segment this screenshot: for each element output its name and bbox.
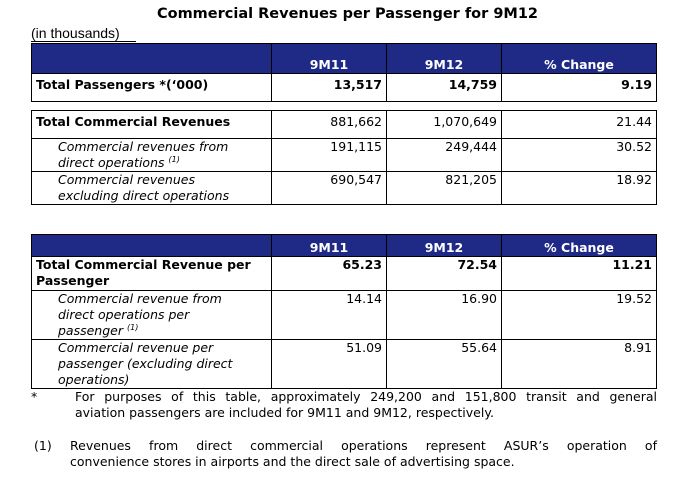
commercial-revenues-table (31, 43, 657, 205)
footnote-one-marker: (1) (34, 438, 52, 453)
header-9m12: 9M12 (387, 235, 502, 257)
units-subtitle: (in thousands) (31, 25, 120, 41)
row-label: Total Passengers *(‘000) (32, 74, 272, 102)
table-header-row (32, 44, 657, 74)
row-label-line: Commercial revenue from (58, 291, 222, 306)
cell-pct-change: 19.52 (502, 291, 657, 340)
row-label (32, 139, 272, 172)
cell-9m11: 881,662 (272, 111, 387, 139)
row-label (32, 291, 272, 340)
row-label-line: passenger (excluding direct (58, 356, 233, 371)
cell-9m12: 16.90 (387, 291, 502, 340)
table-row (32, 111, 657, 139)
footnote-star-line: aviation passengers are included for 9M11 and 9M12, respectively. (75, 405, 494, 420)
row-label: Total Commercial Revenues (32, 111, 272, 139)
cell-9m11: 51.09 (272, 340, 387, 389)
cell-pct-change: 30.52 (502, 139, 657, 172)
row-label-line: Commercial revenue per (58, 340, 214, 355)
row-label-line: Commercial revenues (58, 172, 195, 187)
cell-9m11: 14.14 (272, 291, 387, 340)
table-row (32, 291, 657, 340)
row-label-line: operations) (58, 372, 130, 387)
row-label-line: Total Commercial Revenue per (36, 257, 251, 272)
row-label (32, 172, 272, 205)
header-blank (32, 44, 272, 74)
cell-pct-change: 21.44 (502, 111, 657, 139)
header-pct-change: % Change (502, 44, 657, 74)
footnote-one-line: Revenues from direct commercial operations represent ASUR’s operation of (70, 438, 657, 453)
footnote-one-line: convenience stores in airports and the direct sale of advertising space. (70, 454, 515, 469)
footnote-star-marker: * (31, 389, 38, 404)
row-label (32, 340, 272, 389)
table-row (32, 74, 657, 102)
table-row (32, 340, 657, 389)
cell-9m12: 821,205 (387, 172, 502, 205)
header-pct-change: % Change (502, 235, 657, 257)
cell-9m11: 65.23 (272, 257, 387, 291)
cell-pct-change: 8.91 (502, 340, 657, 389)
cell-9m11: 13,517 (272, 74, 387, 102)
table-header-row (32, 235, 657, 257)
cell-9m11: 690,547 (272, 172, 387, 205)
table-row (32, 257, 657, 291)
cell-pct-change: 18.92 (502, 172, 657, 205)
cell-pct-change: 9.19 (502, 74, 657, 102)
subtitle-underline (31, 41, 136, 42)
row-label (32, 257, 272, 291)
revenue-per-passenger-table (31, 234, 657, 389)
cell-9m12: 14,759 (387, 74, 502, 102)
row-label-line: excluding direct operations (58, 188, 230, 203)
cell-9m12: 249,444 (387, 139, 502, 172)
table-row (32, 139, 657, 172)
header-9m12: 9M12 (387, 44, 502, 74)
row-label-line: passenger (58, 323, 123, 338)
footnote-ref: (1) (126, 322, 139, 332)
footnote-star-line: For purposes of this table, approximately 249,200 and 151,800 transit and general (75, 389, 657, 404)
row-label-line: Passenger (36, 273, 110, 288)
cell-9m12: 55.64 (387, 340, 502, 389)
cell-9m11: 191,115 (272, 139, 387, 172)
header-9m11: 9M11 (272, 235, 387, 257)
row-label-line: Commercial revenues from (58, 139, 229, 154)
header-blank (32, 235, 272, 257)
table-gap-row (32, 102, 657, 111)
page-title: Commercial Revenues per Passenger for 9M12 (156, 6, 539, 22)
table-row (32, 172, 657, 205)
cell-9m12: 1,070,649 (387, 111, 502, 139)
row-label-line: direct operations per (58, 307, 190, 322)
row-label-line: direct operations (58, 155, 165, 170)
footnote-ref: (1) (168, 154, 180, 164)
cell-9m12: 72.54 (387, 257, 502, 291)
header-9m11: 9M11 (272, 44, 387, 74)
cell-pct-change: 11.21 (502, 257, 657, 291)
